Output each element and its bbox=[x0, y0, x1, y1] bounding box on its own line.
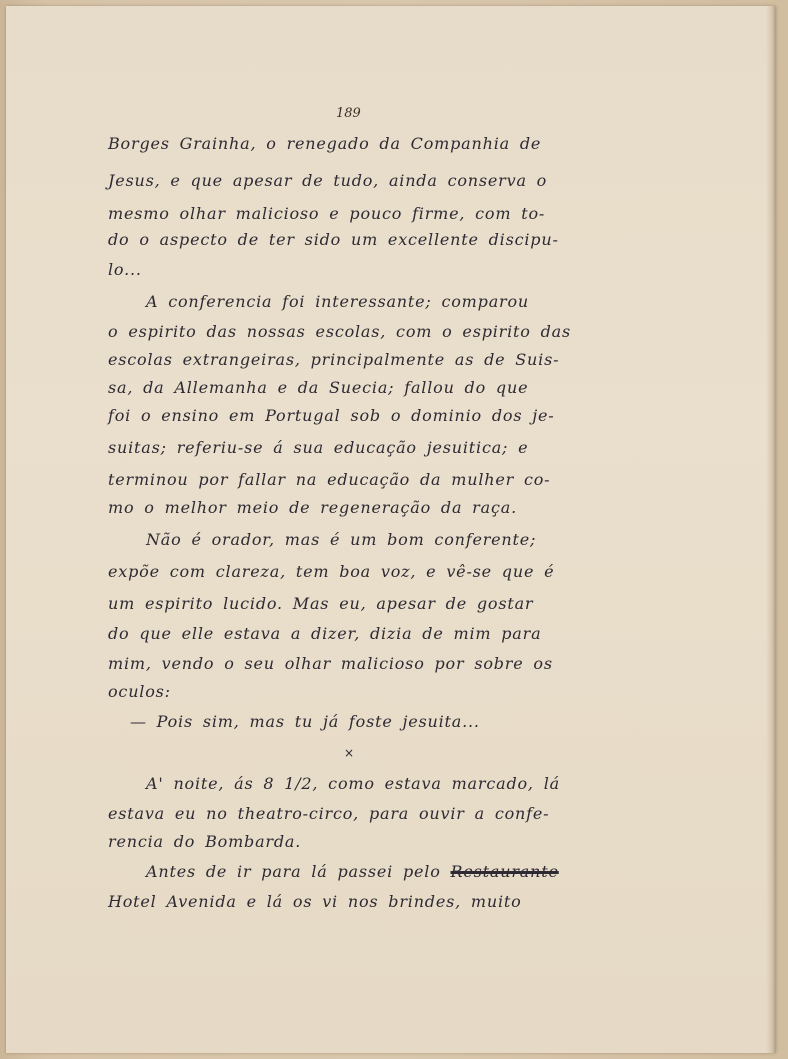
text-line-11: suitas; referiu-se á sua educação jesuitica; e bbox=[108, 438, 529, 457]
text-line-15: expõe com clareza, tem boa voz, e vê-se que é bbox=[108, 562, 555, 581]
text-line-14: Não é orador, mas é um bom conferente; bbox=[146, 530, 537, 549]
text-line-4: do o aspecto de ter sido um excellente discipu- bbox=[108, 230, 559, 249]
text-line-9: sa, da Allemanha e da Suecia; fallou do que bbox=[108, 378, 529, 397]
text-line-5: lo... bbox=[108, 260, 142, 279]
text-line-13: mo o melhor meio de regeneração da raça. bbox=[108, 498, 517, 517]
text-line-2: Jesus, e que apesar de tudo, ainda conserva o bbox=[108, 171, 548, 190]
text-line-6: A conferencia foi interessante; comparou bbox=[146, 292, 530, 311]
text-line-24 bbox=[146, 862, 559, 882]
text-line-1: Borges Grainha, o renegado da Companhia de bbox=[108, 134, 542, 153]
text-line-25: Hotel Avenida e lá os vi nos brindes, muito bbox=[108, 892, 522, 911]
manuscript-page bbox=[6, 6, 776, 1053]
page-edge-shadow bbox=[766, 6, 776, 1053]
text-line-20: — Pois sim, mas tu já foste jesuita... bbox=[130, 712, 480, 731]
text-line-19: oculos: bbox=[108, 682, 171, 701]
text-line-22: estava eu no theatro-circo, para ouvir a confe- bbox=[108, 804, 550, 823]
text-line-21: A' noite, ás 8 1/2, como estava marcado, lá bbox=[146, 774, 560, 793]
text-line-3: mesmo olhar malicioso e pouco firme, com to- bbox=[108, 204, 546, 223]
text-line-7: o espirito das nossas escolas, com o espirito das bbox=[108, 322, 571, 341]
text-line-8: escolas extrangeiras, principalmente as de Suis- bbox=[108, 350, 560, 369]
text-line-18: mim, vendo o seu olhar malicioso por sobre os bbox=[108, 654, 553, 673]
struck-word: Restaurante bbox=[450, 862, 559, 881]
text-line-17: do que elle estava a dizer, dizia de mim para bbox=[108, 624, 542, 643]
text-line-12: terminou por fallar na educação da mulher co- bbox=[108, 470, 551, 489]
page-number: 189 bbox=[336, 106, 361, 121]
text-line-10: foi o ensino em Portugal sob o dominio dos je- bbox=[108, 406, 555, 425]
text-line-16: um espirito lucido. Mas eu, apesar de gostar bbox=[108, 594, 534, 613]
text-line-23: rencia do Bombarda. bbox=[108, 832, 302, 851]
section-break-mark: × bbox=[344, 746, 355, 760]
text-line-24-words: Antes de ir para lá passei pelo bbox=[146, 862, 441, 881]
